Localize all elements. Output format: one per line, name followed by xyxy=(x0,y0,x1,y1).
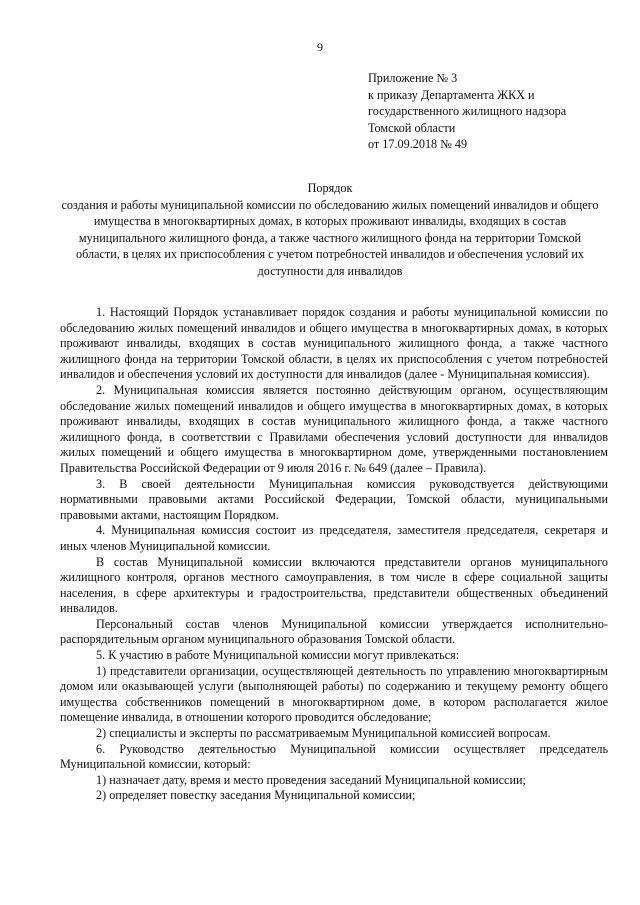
document-subtitle: создания и работы муниципальной комиссии по обследованию жилых помещений инвалидов и общего имущества в многоквартирных домах, в которых проживают инвалиды, входящих в состав муниципального жилищного фонда, а также частного жилищного фонда на территории Томской области, в целях их приспособления с учетом потребностей инвалидов и обеспечения условий их доступности для инвалидов xyxy=(61,197,599,278)
appendix-line: государственного жилищного надзора xyxy=(368,104,567,119)
appendix-line: Томской области xyxy=(368,120,456,135)
appendix-header xyxy=(368,70,618,153)
body-paragraph: 1. Настоящий Порядок устанавливает порядок создания и работы муниципальной комиссии по обследованию жилых помещений инвалидов и общего имущества в многоквартирных домах, в которых проживают инвалиды, входящих в состав муниципального жилищного фонда, а также частного жилищного фонда на территории Томской области, в целях их приспособления с учетом потребностей инвалидов и обеспечения условий их доступности для инвалидов (далее - Муниципальная комиссия). xyxy=(60,305,608,382)
document-title-block xyxy=(60,180,600,280)
appendix-line: от 17.09.2018 № 49 xyxy=(368,137,468,152)
document-title: Порядок xyxy=(307,181,353,195)
body-paragraph: 2. Муниципальная комиссия является постоянно действующим органом, осуществляющим обследование жилых помещений инвалидов и общего имущества в многоквартирных домах, в которых проживают инвалиды, входящих в состав муниципального жилищного фонда, а также частного жилищного фонда, в соответствии с Правилами обеспечения условий доступности для инвалидов жилых помещений и общего имущества в многоквартирном доме, утвержденными постановлением Правительства Российской Федерации от 9 июля 2016 г. № 649 (далее – Правила). xyxy=(60,382,608,475)
body-paragraph: 1) назначает дату, время и место проведения заседаний Муниципальной комиссии; xyxy=(96,772,526,787)
appendix-line: к приказу Департамента ЖКХ и xyxy=(368,87,535,102)
body-paragraph: 2) определяет повестку заседания Муниципальной комиссии; xyxy=(96,788,416,803)
document-body xyxy=(60,305,608,804)
body-paragraph: 6. Руководство деятельностью Муниципальной комиссии осуществляет председатель Муниципальной комиссии, который: xyxy=(60,741,608,772)
body-paragraph: 4. Муниципальная комиссия состоит из председателя, заместителя председателя, секретаря и иных членов Муниципальной комиссии. xyxy=(60,523,608,553)
body-paragraph: 3. В своей деятельности Муниципальная комиссия руководствуется действующими нормативными правовыми актами Российской Федерации, Томской области, муниципальными правовыми актами, настоящим Порядком. xyxy=(60,476,608,522)
page-number: 9 xyxy=(317,40,323,54)
body-paragraph: Персональный состав членов Муниципальной комиссии утверждается исполнительно-распорядительным органом муниципального образования Томской области. xyxy=(60,616,608,647)
body-paragraph: 2) специалисты и эксперты по рассматриваемым Муниципальной комиссией вопросам. xyxy=(96,726,551,741)
body-paragraph: 1) представители организации, осуществляющей деятельность по управлению многоквартирным домом или оказывающей услуги (выполняющей работы) по содержанию и текущему ремонту общего имущества собственников помещений в многоквартирном доме, в котором располагается жилое помещение инвалида, в отношении которого проводится обследование; xyxy=(60,663,608,725)
body-paragraph: В состав Муниципальной комиссии включаются представители органов муниципального жилищного контроля, органов местного самоуправления, в том числе в сфере социальной защиты населения, в сфере архитектуры и градостроительства, представители общественных объединений инвалидов. xyxy=(60,554,608,616)
body-paragraph: 5. К участию в работе Муниципальной комиссии могут привлекаться: xyxy=(96,648,460,663)
appendix-line: Приложение № 3 xyxy=(368,71,458,85)
